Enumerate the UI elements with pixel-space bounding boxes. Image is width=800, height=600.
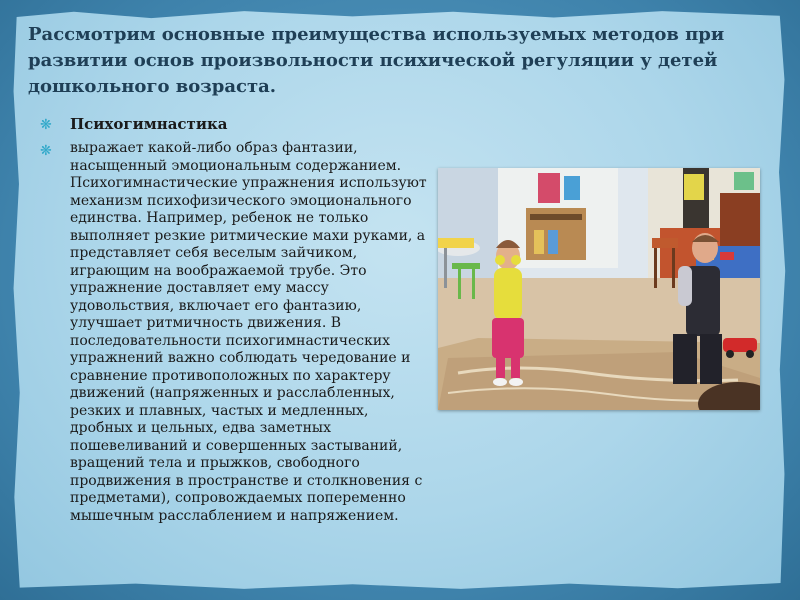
classroom-photo-illustration [438,168,760,410]
bullet-item-heading [40,114,430,134]
description-paragraph: выражает какой-либо образ фантазии, насыщенный эмоциональным содержанием. Психогимнастические упражнения используют механизм психофизического эмоционального единства. Например, ребенок не только выполняет резкие ритмические махи руками, а представляет себя веселым зайчиком, играющим на воображаемой трубе. Это упражнение доставляет ему массу удовольствия, включает его фантазию, улучшает ритмичность движения. В последовательности психогимнастических упражнений важно соблюдать чередование и сравнение противоположных по характеру движений (напряженных и расслабленных, резких и плавных, частых и медленных, дробных и цельных, едва заметных пошевеливаний и совершенных застываний, вращений тела и прыжков, свободного продвижения в пространстве и столкновения с предметами), сопровождаемых попеременно мышечным расслаблением и напряжением. [70,140,427,524]
snowflake-bullet-icon: ❋ [40,117,52,133]
snowflake-bullet-icon: ❋ [40,143,52,159]
slide-title: Рассмотрим основные преимущества используемых методов при развитии основ произвольности психической регуляции у детей дошкольного возраста. [28,24,725,97]
bullet-item-description [40,140,430,525]
bullet-list [40,114,430,525]
section-heading: Психогимнастика [70,115,228,133]
classroom-photo [438,168,760,410]
